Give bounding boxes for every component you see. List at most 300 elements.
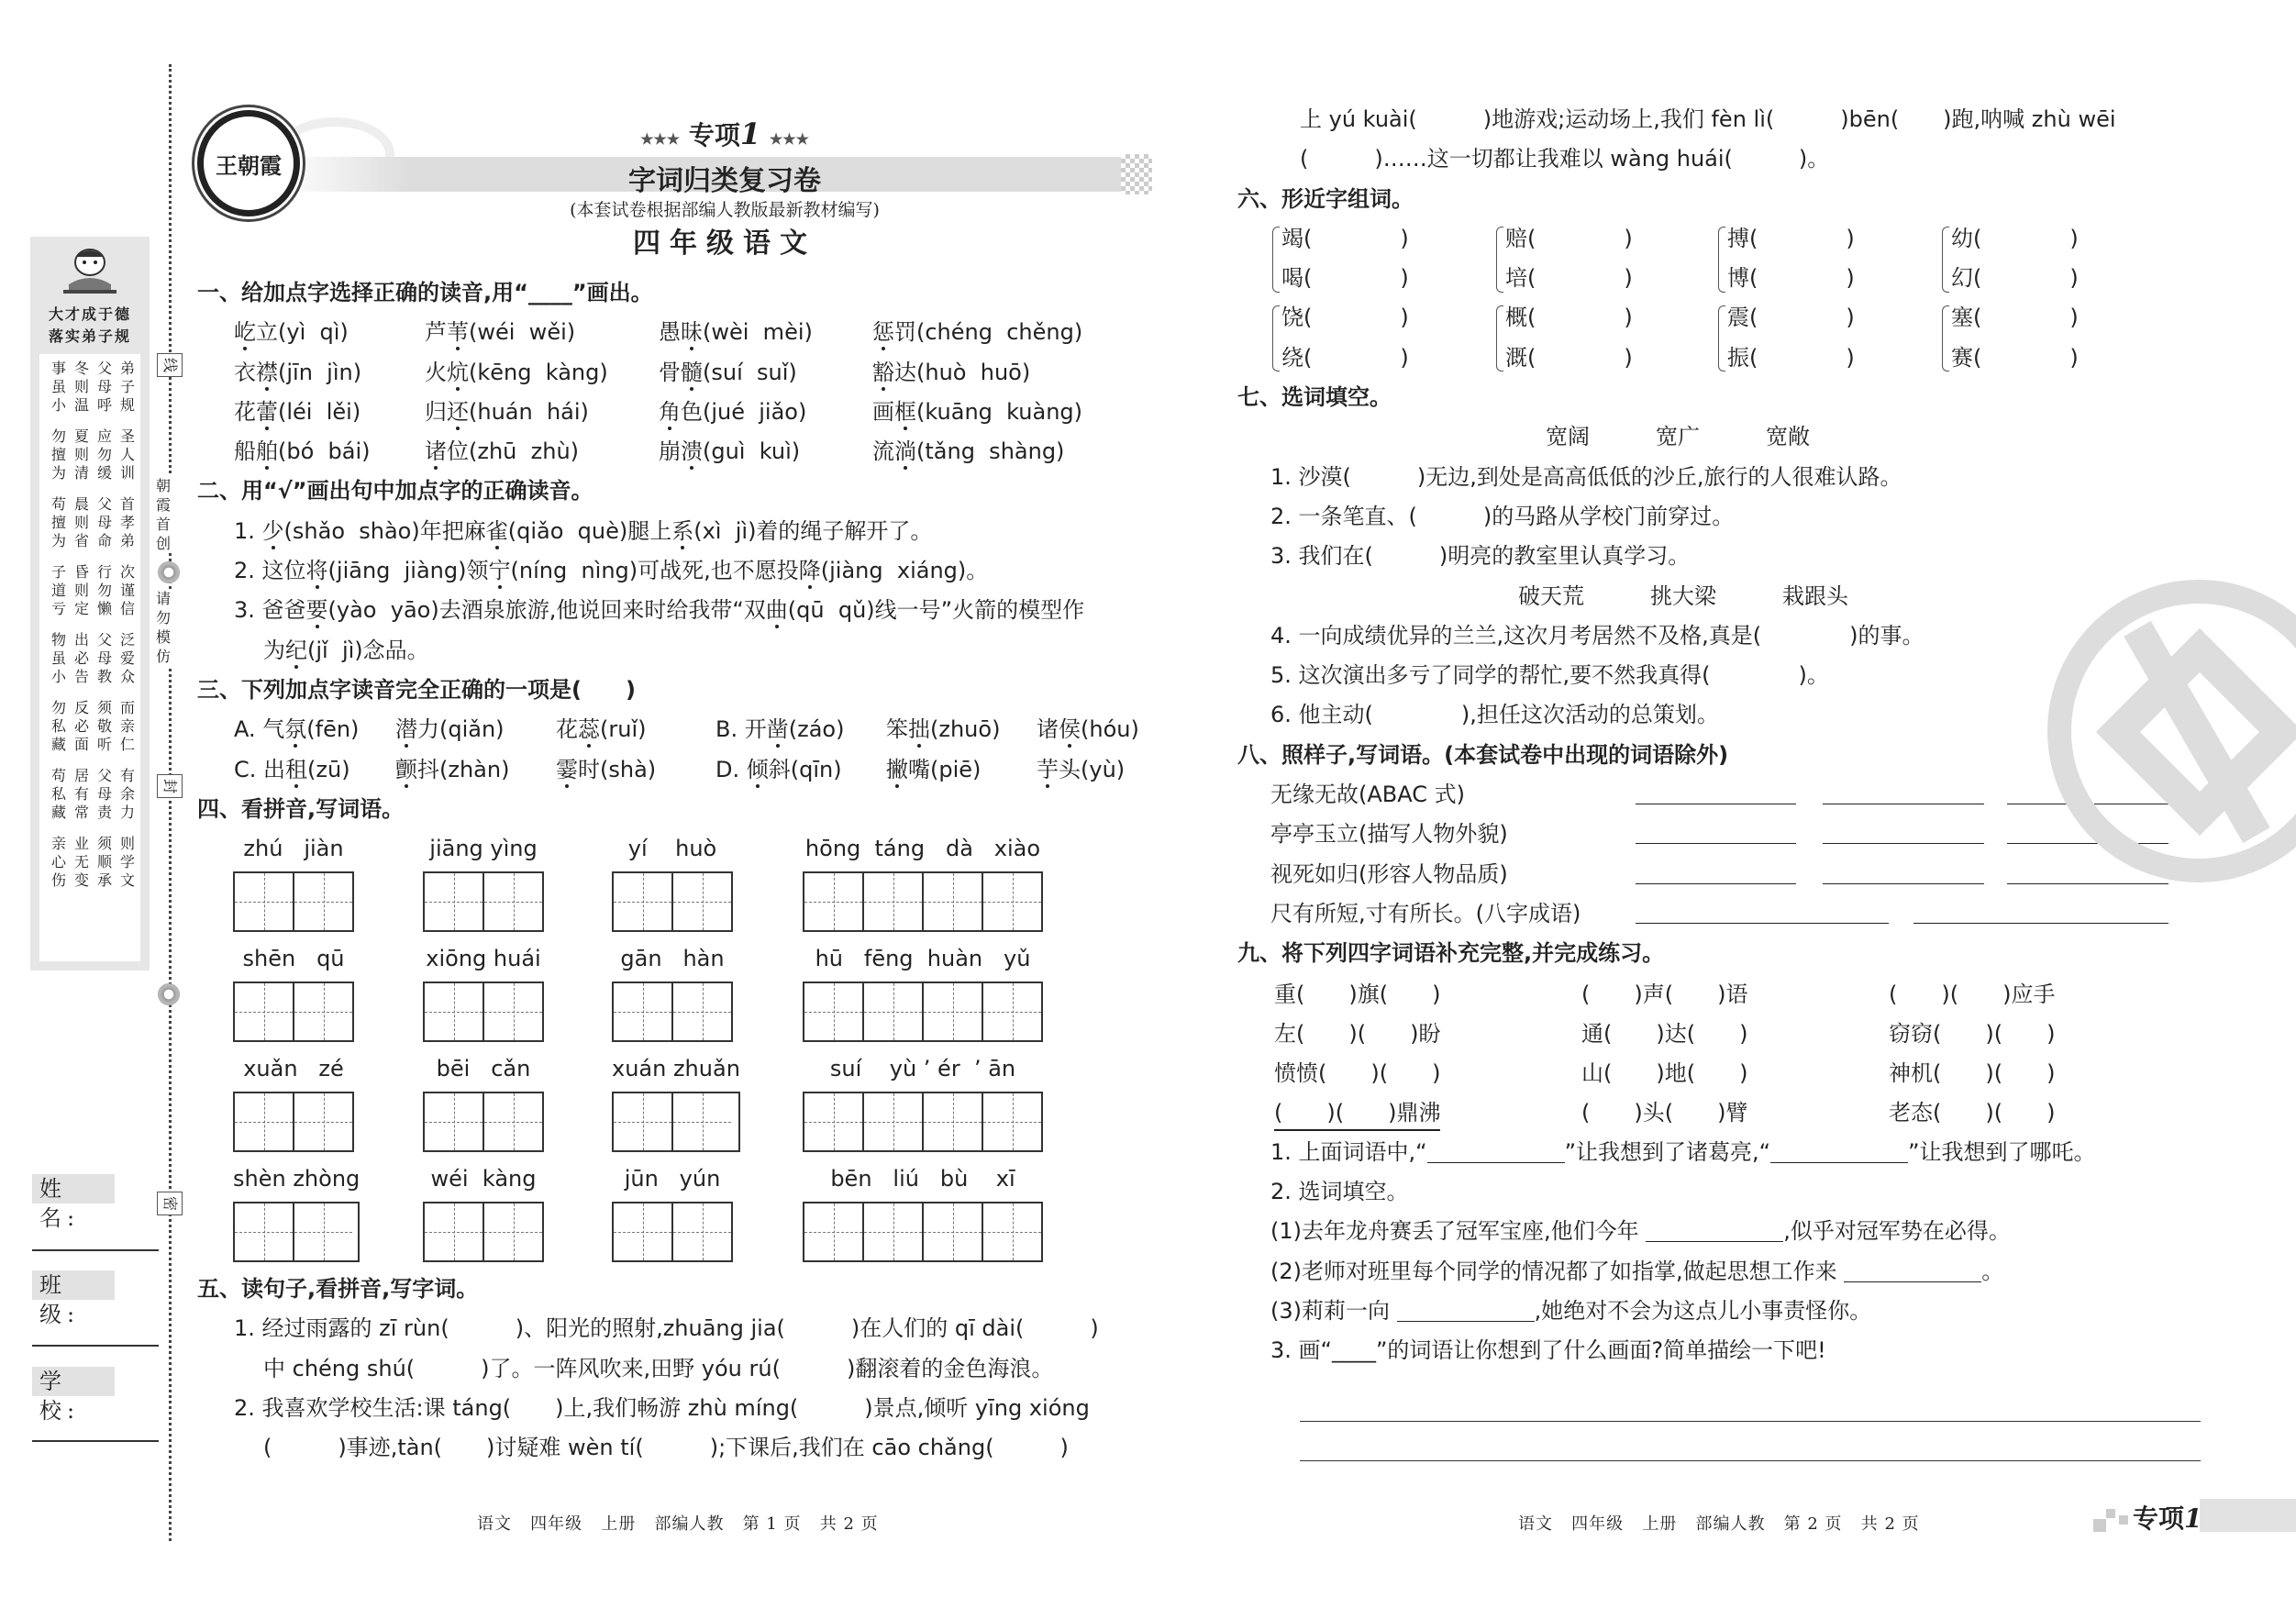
page-1-footer: 语文 四年级 上册 部编人教 第 1 页 共 2 页 (477, 1514, 879, 1534)
option-reading: (zū) (307, 756, 350, 782)
reading-choice-item[interactable] (234, 313, 349, 352)
logo-text: 王朝霞 (216, 152, 282, 179)
poem-row: 擅则勿人 (51, 446, 144, 463)
name-input-line[interactable] (32, 1249, 159, 1251)
pinyin-writing-group (233, 939, 354, 1042)
sentence-line (197, 591, 1160, 630)
reading-choice-item[interactable] (425, 432, 579, 471)
option-item[interactable] (715, 750, 842, 790)
answer-blank[interactable] (1427, 1136, 1565, 1163)
tianzige-cell[interactable] (922, 1093, 982, 1150)
emphasized-word: 芋头 (1037, 756, 1081, 782)
pinyin-grid-row (197, 939, 1160, 1049)
tianzige-cell[interactable] (293, 1203, 352, 1260)
sentence-text: (xì jì)着的绳子解开了。 (693, 517, 933, 544)
pinyin-prompt: bēi cǎn (436, 1056, 531, 1082)
pinyin-options: (bó bái) (278, 438, 371, 465)
sentence-text: 1. (234, 517, 262, 544)
poem-row: 擅则母孝 (51, 514, 144, 531)
sentence-text: (qiǎo què)腿上 (507, 517, 672, 544)
answer-blank[interactable] (1636, 815, 1796, 844)
tianzige-boxes[interactable] (233, 1202, 360, 1262)
reading-choice-item[interactable] (425, 353, 608, 393)
tianzige-cell[interactable] (612, 1093, 671, 1150)
tianzige-cell[interactable] (612, 873, 671, 930)
poem-row: 小告教众 (51, 668, 144, 685)
tianzige-boxes[interactable] (612, 1092, 740, 1152)
word-slot[interactable]: ( ) (1527, 265, 1633, 292)
fill-in-sentence[interactable]: 5. 这次演出多亏了同学的帮忙,要不然我真得( )。 (1270, 662, 1829, 689)
word-slot[interactable]: ( ) (1749, 265, 1855, 292)
poem-row: 事冬父弟 (51, 360, 144, 377)
pinyin-writing-group (423, 829, 544, 932)
brace-bracket (1718, 305, 1725, 372)
poem-row: 为清缓训 (51, 464, 144, 482)
tianzige-cell[interactable] (922, 983, 982, 1040)
emphasized-word: 芦苇 (425, 319, 469, 346)
fill-in-line[interactable]: ( )……这一切都让我难以 wàng huái( )。 (1300, 146, 1830, 172)
emphasized-char: 宁 (488, 558, 511, 584)
option-item[interactable] (234, 710, 359, 749)
idiom-fill[interactable]: 重( )旗( ) (1274, 981, 1441, 1007)
pinyin-options: (léi lěi) (278, 398, 361, 425)
answer-blank[interactable] (1844, 1255, 1981, 1282)
answer-blank[interactable] (1636, 775, 1796, 804)
option-label[interactable]: D. (715, 756, 747, 782)
sentence-text: (jǐ jì)念品。 (307, 637, 429, 663)
section-2-heading: 二、用“√”画出句中加点字的正确读音。 (197, 478, 593, 505)
question-line (1237, 1172, 2201, 1212)
pinyin-options: (kuāng kuàng) (916, 398, 1083, 425)
tianzige-boxes[interactable] (803, 871, 1043, 932)
reading-choice-item[interactable] (425, 313, 575, 352)
fill-in-line[interactable]: 2. 我喜欢学校生活:课 táng( )上,我们畅游 zhù míng( )景点,倾听 yīng xióng (234, 1395, 1090, 1422)
fill-in-sentence[interactable]: 3. 我们在( )明亮的教室里认真学习。 (1270, 543, 1691, 570)
word-bank: 破天荒 挑大梁 栽跟头 (1518, 582, 1848, 609)
option-item (1037, 710, 1139, 749)
tianzige-cell[interactable] (982, 983, 1041, 1040)
pattern-prompt: 无缘无故(ABAC 式) (1270, 782, 1465, 808)
tianzige-cell[interactable] (482, 1203, 542, 1260)
emphasized-word: 船舶 (234, 438, 278, 465)
option-item (556, 710, 646, 749)
char-slot[interactable] (1727, 338, 1855, 378)
idiom-fill[interactable]: 通( )达( ) (1581, 1020, 1748, 1047)
tianzige-cell[interactable] (671, 873, 731, 930)
tianzige-boxes[interactable] (423, 871, 544, 932)
tianzige-boxes[interactable] (803, 1092, 1043, 1152)
answer-blank[interactable] (1397, 1294, 1535, 1322)
word-slot[interactable]: ( ) (1527, 305, 1633, 331)
tianzige-cell[interactable] (233, 1203, 293, 1260)
emphasized-char: 纪 (285, 637, 307, 663)
word-slot[interactable]: ( ) (1303, 225, 1409, 251)
fill-in-line[interactable]: 1. 经过雨露的 zī rùn( )、阳光的照射,zhuāng jia( )在人们的 qī dài( ) (234, 1315, 1099, 1342)
page-title: 字词归类复习卷 (628, 165, 821, 197)
reading-choice-item[interactable] (872, 393, 1082, 432)
reading-choice-item[interactable] (872, 313, 1082, 352)
word-slot[interactable]: ( ) (1749, 305, 1855, 331)
emphasized-word: 角色 (659, 398, 703, 425)
pinyin-writing-group (612, 939, 733, 1042)
reading-choice-row (197, 432, 1160, 471)
char-slot[interactable] (1951, 338, 2079, 378)
pinyin-options: (jué jiǎo) (703, 398, 807, 425)
tianzige-cell[interactable] (803, 873, 862, 930)
pinyin-writing-group (233, 829, 354, 932)
question-text: ,她绝对不会为这点儿小事责怪你。 (1534, 1297, 1872, 1324)
tianzige-cell[interactable] (293, 873, 352, 930)
fill-in-line[interactable]: 中 chéng shú( )了。一阵风吹来,田野 yóu rú( )翻滚着的金色海浪。 (263, 1355, 1054, 1381)
brace-bracket (1272, 305, 1280, 372)
series-text: 专项 (688, 120, 740, 150)
similar-char-pair (1951, 298, 2079, 378)
pinyin-options: (yì qì) (278, 319, 349, 346)
tianzige-boxes[interactable] (803, 1202, 1043, 1262)
tianzige-boxes[interactable] (423, 1092, 544, 1152)
emphasized-word: 衣襟 (234, 359, 278, 385)
word-slot[interactable]: ( ) (1303, 305, 1409, 331)
emphasized-word: 崩溃 (659, 438, 703, 465)
poem-stanza (43, 699, 144, 754)
option-reading: (qiǎn) (439, 716, 505, 743)
question-text: (1)去年龙舟赛丢了冠军宝座,他们今年 (1270, 1218, 1647, 1245)
similar-char: 振 (1727, 344, 1749, 371)
option-reading: (yù) (1081, 756, 1126, 782)
tianzige-cell[interactable] (982, 1093, 1041, 1150)
brace-bracket (1496, 227, 1503, 293)
tianzige-boxes[interactable] (233, 871, 354, 932)
tianzige-cell[interactable] (922, 1203, 982, 1260)
class-input-line[interactable] (32, 1345, 159, 1347)
fill-in-sentence[interactable]: 2. 一条笔直、( )的马路从学校门前穿过。 (1270, 503, 1735, 529)
option-item (886, 710, 1000, 749)
char-slot[interactable] (1505, 259, 1633, 298)
option-item (395, 750, 509, 790)
idiom-fill[interactable]: ( )( )应手 (1889, 981, 2056, 1007)
char-slot[interactable] (1505, 338, 1633, 378)
idiom-fill[interactable]: 神机( )( ) (1889, 1060, 2056, 1087)
tianzige-cell[interactable] (233, 873, 293, 930)
fill-in-sentence[interactable]: 1. 沙漠( )无边,到处是高高低低的沙丘,旅行的人很难认路。 (1270, 463, 1902, 490)
tianzige-boxes[interactable] (612, 981, 733, 1042)
poem-row: 小温呼规 (51, 396, 144, 414)
tianzige-cell[interactable] (482, 1093, 542, 1150)
tianzige-cell[interactable] (482, 983, 542, 1040)
sentence-line (197, 512, 1160, 551)
answer-blank[interactable] (1823, 855, 1984, 884)
emphasized-word: 豁达 (872, 359, 916, 385)
option-item[interactable] (234, 750, 350, 790)
tianzige-cell[interactable] (233, 1093, 293, 1150)
answer-blank[interactable] (1770, 1136, 1908, 1163)
tianzige-cell[interactable] (803, 1093, 862, 1150)
tianzige-cell[interactable] (423, 1093, 482, 1150)
pinyin-options: (kēng kàng) (469, 359, 608, 385)
poem-stanza (43, 631, 144, 686)
word-slot[interactable]: ( ) (1749, 344, 1855, 371)
char-slot[interactable] (1281, 259, 1409, 298)
tianzige-boxes[interactable] (612, 1202, 733, 1262)
pinyin-options: (huán hái) (469, 398, 589, 425)
sentence-text: (shǎo shào)年把麻 (283, 517, 486, 544)
word-slot[interactable]: ( ) (1973, 305, 2079, 331)
pinyin-writing-group (233, 1049, 354, 1152)
emphasized-word: 倾斜 (746, 756, 791, 782)
pinyin-writing-group (612, 1049, 740, 1152)
tianzige-boxes[interactable] (233, 1092, 354, 1152)
emphasized-word: 花蕾 (234, 398, 278, 425)
similar-char: 赛 (1951, 344, 1973, 371)
similar-char-pair (1951, 219, 2079, 299)
emphasized-word: 愚昧 (659, 319, 703, 346)
dizigui-poem (39, 354, 144, 961)
question-line (1237, 1212, 2201, 1251)
similar-char: 概 (1505, 305, 1527, 331)
section-1-heading: 一、给加点字选择正确的读音,用“____”画出。 (197, 280, 653, 305)
tianzige-boxes[interactable] (233, 981, 354, 1042)
answer-line[interactable] (1300, 1382, 2201, 1422)
tianzige-boxes[interactable] (423, 981, 544, 1042)
poem-row: 藏常责力 (51, 804, 144, 821)
idiom-fill[interactable]: ( )头( )臂 (1581, 1100, 1748, 1126)
tianzige-cell[interactable] (423, 873, 482, 930)
poem-stanza (43, 427, 144, 482)
idiom-fill[interactable]: ( )( )鼎沸 (1274, 1096, 1440, 1131)
reading-choice-item[interactable] (234, 393, 360, 432)
pinyin-writing-group (803, 939, 1043, 1042)
answer-line[interactable] (1300, 1422, 2201, 1461)
corner-square (2119, 1515, 2128, 1525)
char-slot[interactable] (1727, 298, 1855, 338)
option-row (197, 710, 1160, 749)
emphasized-word: 流淌 (872, 438, 916, 465)
section-6-heading: 六、形近字组词。 (1237, 185, 1414, 212)
reading-choice-row (197, 393, 1160, 432)
answer-blank[interactable] (1646, 1214, 1783, 1242)
tianzige-cell[interactable] (862, 1093, 922, 1150)
char-slot[interactable] (1505, 219, 1633, 259)
tianzige-cell[interactable] (612, 1203, 671, 1260)
char-slot[interactable] (1727, 259, 1855, 298)
char-slot[interactable] (1951, 259, 2079, 298)
option-reading: (zhàn) (439, 756, 510, 782)
pinyin-prompt: xuán zhuǎn (612, 1056, 740, 1082)
idiom-fill[interactable]: 窃窃( )( ) (1889, 1020, 2056, 1047)
option-label[interactable]: C. (234, 756, 264, 782)
tianzige-cell[interactable] (982, 873, 1041, 930)
fill-in-sentence[interactable]: 6. 他主动( ),担任这次活动的总策划。 (1270, 702, 1719, 728)
brace-bracket (1272, 227, 1280, 293)
section-7-heading: 七、选词填空。 (1237, 384, 1392, 411)
question-line (1237, 1252, 2201, 1292)
question-line (1237, 1331, 2201, 1370)
idiom-row (1237, 974, 2201, 1014)
pinyin-prompt: hū fēng huàn yǔ (815, 946, 1031, 972)
emphasized-word: 霎时 (556, 756, 600, 782)
word-slot[interactable]: ( ) (1527, 225, 1633, 251)
reading-choice-item[interactable] (872, 353, 1030, 393)
similar-char: 竭 (1281, 225, 1303, 251)
pinyin-prompt: bēn liú bù xī (830, 1166, 1015, 1192)
section-8-heading: 八、照样子,写词语。(本套试卷中出现的词语除外) (1237, 741, 1729, 768)
option-item[interactable] (715, 710, 844, 749)
pattern-row (1237, 855, 2201, 894)
reading-choice-item[interactable] (425, 393, 589, 432)
idiom-fill[interactable]: 左( )( )盼 (1274, 1020, 1441, 1047)
slogan-line: 落实弟子规 (48, 327, 131, 345)
tianzige-boxes[interactable] (423, 1202, 544, 1262)
option-reading: (fēn) (306, 716, 360, 743)
word-slot[interactable]: ( ) (1749, 225, 1855, 251)
answer-blank[interactable] (1823, 775, 1984, 804)
poem-row: 亲业须则 (51, 835, 144, 852)
similar-char-pair (1505, 298, 1633, 378)
reading-choice-item[interactable] (659, 393, 806, 432)
tianzige-cell[interactable] (862, 1203, 922, 1260)
tianzige-cell[interactable] (423, 1203, 482, 1260)
tianzige-cell[interactable] (671, 1203, 731, 1260)
poem-row: 心无顺学 (51, 853, 144, 871)
section-3-heading: 三、下列加点字读音完全正确的一项是( ) (197, 676, 636, 703)
corner-series-label (2133, 1499, 2202, 1536)
tianzige-cell[interactable] (862, 983, 922, 1040)
fill-in-sentence[interactable]: 4. 一向成绩优异的兰兰,这次月考居然不及格,真是( )的事。 (1270, 622, 1924, 649)
char-slot[interactable] (1951, 219, 2079, 259)
word-slot[interactable]: ( ) (1527, 344, 1633, 371)
tianzige-cell[interactable] (482, 873, 542, 930)
option-reading: (piē) (930, 756, 982, 782)
series-label (541, 116, 908, 152)
emphasized-word: 诸位 (425, 438, 469, 465)
idiom-fill[interactable]: 老态( )( ) (1889, 1100, 2056, 1126)
idiom-fill[interactable]: ( )声( )语 (1581, 981, 1748, 1007)
school-input-line[interactable] (32, 1440, 159, 1442)
reading-choice-item[interactable] (872, 432, 1064, 471)
reading-choice-item[interactable] (234, 432, 371, 471)
pinyin-options: (zhū zhù) (469, 438, 580, 465)
word-slot[interactable]: ( ) (1973, 225, 2079, 251)
sun-icon (158, 561, 180, 583)
poem-row: 亏定懒信 (51, 600, 144, 617)
tianzige-cell[interactable] (233, 983, 293, 1040)
answer-blank[interactable] (1913, 894, 2168, 924)
word-slot[interactable]: ( ) (1973, 265, 2079, 292)
corner-label-number: 1 (2184, 1503, 2202, 1534)
tianzige-cell[interactable] (671, 1093, 731, 1150)
page-subtitle: (本套试卷根据部编人教版最新教材编写) (570, 200, 880, 220)
brand-logo (197, 110, 300, 216)
emphasized-word: 气氛 (262, 716, 307, 743)
notice-bottom: 请勿模仿 (152, 589, 174, 666)
emphasized-char: 要 (305, 597, 328, 624)
similar-char-group-row (1237, 298, 2201, 378)
answer-blank[interactable] (1823, 815, 1984, 844)
char-slot[interactable] (1951, 298, 2079, 338)
similar-char-pair (1281, 219, 1409, 299)
poem-stanza (43, 563, 144, 618)
tianzige-boxes[interactable] (612, 871, 733, 932)
idiom-fill[interactable]: 愤愤( )( ) (1274, 1060, 1441, 1087)
option-reading: (záo) (788, 716, 845, 743)
reading-choice-item[interactable] (659, 313, 813, 352)
poem-row: 虽必母爱 (51, 649, 144, 667)
similar-char: 溉 (1505, 344, 1527, 371)
pinyin-prompt: gān hàn (620, 946, 725, 972)
emphasized-word: 火炕 (425, 359, 469, 385)
sun-icon (158, 983, 180, 1005)
sentence-text: 3. 爸爸 (234, 597, 306, 624)
answer-blank[interactable] (1636, 894, 1889, 924)
reading-choice-item[interactable] (659, 353, 797, 393)
poem-row: 为省命弟 (51, 532, 144, 549)
char-slot[interactable] (1281, 298, 1409, 338)
emphasized-word: 花蕊 (556, 716, 600, 743)
char-slot[interactable] (1727, 219, 1855, 259)
fill-in-line[interactable]: ( )事迹,tàn( )讨疑难 wèn tí( );下课后,我们在 cāo chǎng( ) (263, 1435, 1069, 1461)
brace-bracket (1942, 227, 1949, 293)
tianzige-cell[interactable] (803, 983, 862, 1040)
pinyin-options: (wéi wěi) (469, 319, 576, 346)
idiom-fill[interactable]: 山( )地( ) (1581, 1060, 1748, 1087)
tianzige-cell[interactable] (293, 983, 352, 1040)
emphasized-char: 将 (305, 558, 328, 584)
similar-char: 培 (1505, 265, 1527, 292)
option-reading: (qīn) (790, 756, 842, 782)
brace-bracket (1718, 227, 1725, 293)
pinyin-writing-group (612, 1159, 733, 1262)
name-label: 姓 名: (32, 1174, 115, 1203)
option-label[interactable]: A. (234, 716, 263, 743)
tianzige-cell[interactable] (423, 983, 482, 1040)
word-slot[interactable]: ( ) (1973, 344, 2079, 371)
tianzige-cell[interactable] (293, 1093, 352, 1150)
poem-stanza (43, 495, 144, 550)
tianzige-cell[interactable] (862, 873, 922, 930)
char-slot[interactable] (1505, 298, 1633, 338)
question-text: 。 (1981, 1258, 2004, 1284)
tianzige-boxes[interactable] (803, 981, 1043, 1042)
emphasized-word: 撇嘴 (886, 756, 930, 782)
word-slot[interactable]: ( ) (1303, 265, 1409, 292)
question-text: ”让我想到了诸葛亮,“ (1564, 1138, 1771, 1165)
corner-square (2093, 1519, 2106, 1532)
tianzige-cell[interactable] (803, 1203, 862, 1260)
tianzige-cell[interactable] (612, 983, 671, 1040)
tianzige-cell[interactable] (982, 1203, 1041, 1260)
answer-blank[interactable] (1636, 855, 1796, 884)
pinyin-options: (huò huō) (916, 359, 1031, 385)
char-slot[interactable] (1281, 338, 1409, 378)
pinyin-prompt: jiāng yìng (429, 836, 538, 862)
emphasized-char: 曲 (765, 597, 788, 624)
page-2-footer: 语文 四年级 上册 部编人教 第 2 页 共 2 页 (1518, 1514, 1920, 1534)
series-number: 1 (739, 116, 761, 151)
option-label[interactable]: B. (715, 716, 745, 743)
char-slot[interactable] (1281, 219, 1409, 259)
reading-choice-item[interactable] (659, 432, 800, 471)
fill-in-line[interactable]: 上 yú kuài( )地游戏;运动场上,我们 fèn lì( )bēn( )跑,呐喊 zhù wēi (1300, 106, 2116, 132)
reading-choice-item[interactable] (234, 353, 361, 393)
emphasized-char: 系 (671, 517, 694, 544)
tianzige-cell[interactable] (671, 983, 731, 1040)
word-slot[interactable]: ( ) (1303, 344, 1409, 371)
sentence-line (197, 631, 1160, 671)
slogan-line: 大才成于德 (48, 305, 131, 323)
tianzige-cell[interactable] (922, 873, 982, 930)
pinyin-writing-group (423, 1159, 544, 1262)
pattern-prompt: 视死如归(形容人物品质) (1270, 860, 1508, 887)
